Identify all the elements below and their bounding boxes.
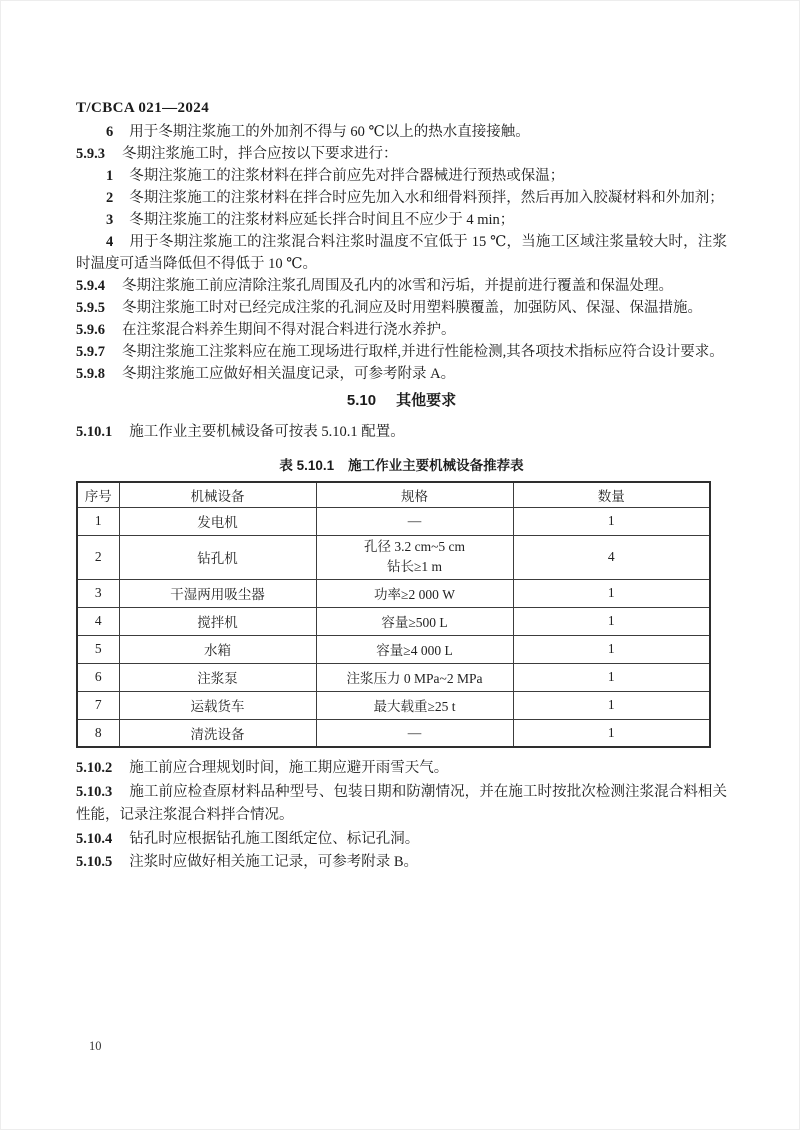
equipment-cell: 发电机 [119, 507, 316, 535]
clause-number: 5.9.4 [76, 278, 105, 294]
spec-line: 钻长≥1 m [386, 559, 443, 574]
equipment-cell: 干湿两用吸尘器 [119, 579, 316, 607]
clause-5-9-5 [76, 297, 727, 319]
table-row [77, 719, 710, 747]
spec-line: 孔径 3.2 cm~5 cm [363, 539, 466, 554]
row-number-cell: 3 [77, 579, 119, 607]
clause-list-top [76, 121, 727, 385]
spec-cell: — [316, 719, 513, 747]
quantity-cell: 1 [513, 607, 710, 635]
clause-5-9-6 [76, 319, 727, 341]
clause-2 [76, 187, 727, 209]
row-number-cell: 4 [77, 607, 119, 635]
clause-text: 冬期注浆施工时，拌合应按以下要求进行： [122, 146, 398, 162]
clause-text: 钻孔时应根据钻孔施工图纸定位、标记孔洞。 [129, 830, 420, 847]
table-row [77, 507, 710, 535]
row-number-cell: 1 [77, 507, 119, 535]
clause-1 [76, 165, 727, 187]
clause-text: 冬期注浆施工前应清除注浆孔周围及孔内的冰雪和污垢，并提前进行覆盖和保温处理。 [122, 278, 673, 294]
row-number-cell: 2 [77, 535, 119, 579]
quantity-cell: 4 [513, 535, 710, 579]
table-row [77, 607, 710, 635]
clause-5-9-4 [76, 275, 727, 297]
spec-cell: 容量≥4 000 L [316, 635, 513, 663]
clause-6 [76, 121, 727, 143]
clause-5-10-3 [76, 781, 727, 828]
table-row [77, 535, 710, 579]
column-header: 规格 [316, 482, 513, 507]
table-row [77, 579, 710, 607]
clause-text: 在注浆混合料养生期间不得对混合料进行浇水养护。 [122, 322, 456, 338]
clause-5-9-8 [76, 363, 727, 385]
clause-text: 施工前应检查原材料品种型号、包装日期和防潮情况，并在施工时按批次检测注浆混合料相关性能，记录注浆混合料拌合情况。 [76, 783, 727, 823]
equipment-cell: 搅拌机 [119, 607, 316, 635]
clause-number: 5.10.3 [76, 783, 113, 800]
clause-text: 注浆时应做好相关施工记录，可参考附录 B。 [129, 854, 419, 870]
equipment-cell: 注浆泵 [119, 663, 316, 691]
clause-number: 6 [106, 124, 114, 140]
page-content [76, 121, 727, 875]
clause-text: 施工作业主要机械设备可按表 5.10.1 配置。 [129, 424, 405, 440]
table-header-row [77, 482, 710, 507]
spec-cell: 功率≥2 000 W [316, 579, 513, 607]
equipment-cell: 清洗设备 [119, 719, 316, 747]
section-heading [76, 390, 727, 412]
table-row [77, 635, 710, 663]
clause-number: 5.10.2 [76, 760, 113, 776]
equipment-cell: 运载货车 [119, 691, 316, 719]
column-header: 序号 [77, 482, 119, 507]
column-header: 机械设备 [119, 482, 316, 507]
clause-text: 冬期注浆施工应做好相关温度记录，可参考附录 A。 [122, 366, 456, 382]
clause-number: 5.9.7 [76, 344, 105, 360]
column-header: 数量 [513, 482, 710, 507]
clause-5-9-7 [76, 341, 727, 363]
spec-cell [316, 535, 513, 579]
clause-text: 施工前应合理规划时间，施工期应避开雨雪天气。 [129, 760, 449, 776]
clause-number: 5.9.5 [76, 300, 105, 316]
clause-number: 5.10.5 [76, 854, 113, 870]
quantity-cell: 1 [513, 663, 710, 691]
spec-cell: 最大载重≥25 t [316, 691, 513, 719]
equipment-table [76, 481, 711, 748]
row-number-cell: 5 [77, 635, 119, 663]
table-caption [76, 456, 727, 475]
clause-5-10-4 [76, 828, 727, 852]
row-number-cell: 6 [77, 663, 119, 691]
row-number-cell: 8 [77, 719, 119, 747]
clause-number: 4 [106, 234, 114, 250]
clause-text: 冬期注浆施工的注浆材料应延长拌合时间且不应少于 4 min； [129, 212, 515, 228]
clause-number: 5.10.1 [76, 424, 113, 440]
spec-cell: — [316, 507, 513, 535]
clause-text: 用于冬期注浆施工的注浆混合料注浆时温度不宜低于 15 ℃，当施工区域注浆量较大时，注浆时温度可适当降低但不得低于 10 ℃。 [76, 234, 727, 272]
equipment-cell: 钻孔机 [119, 535, 316, 579]
clause-number: 5.9.6 [76, 322, 105, 338]
quantity-cell: 1 [513, 579, 710, 607]
spec-cell: 容量≥500 L [316, 607, 513, 635]
quantity-cell: 1 [513, 691, 710, 719]
clause-number: 3 [106, 212, 114, 228]
clause-text: 冬期注浆施工的注浆材料在拌合时应先加入水和细骨料预拌，然后再加入胶凝材料和外加剂； [129, 190, 724, 206]
clause-5-9-3 [76, 143, 727, 165]
page-number: 10 [89, 1039, 102, 1053]
clause-3 [76, 209, 727, 231]
clause-number: 5.9.8 [76, 366, 105, 382]
clause-list-bottom [76, 757, 727, 875]
table-caption-title: 施工作业主要机械设备推荐表 [348, 458, 524, 473]
table-row [77, 663, 710, 691]
quantity-cell: 1 [513, 635, 710, 663]
clause-text: 用于冬期注浆施工的外加剂不得与 60 ℃以上的热水直接接触。 [129, 124, 530, 140]
clause-number: 1 [106, 168, 114, 184]
spec-cell: 注浆压力 0 MPa~2 MPa [316, 663, 513, 691]
quantity-cell: 1 [513, 719, 710, 747]
clause-5-10-5 [76, 851, 727, 875]
table-caption-label: 表 5.10.1 [279, 458, 335, 473]
quantity-cell: 1 [513, 507, 710, 535]
equipment-cell: 水箱 [119, 635, 316, 663]
section-number: 5.10 [346, 392, 377, 409]
section-title: 其他要求 [396, 392, 457, 409]
clause-4 [76, 231, 727, 275]
clause-text: 冬期注浆施工注浆料应在施工现场进行取样,并进行性能检测,其各项技术指标应符合设计要求。 [122, 344, 724, 360]
clause-text: 冬期注浆施工时对已经完成注浆的孔洞应及时用塑料膜覆盖，加强防风、保湿、保温措施。 [122, 300, 702, 316]
standard-code-header: T/CBCA 021—2024 [76, 100, 210, 116]
clause-text: 冬期注浆施工的注浆材料在拌合前应先对拌合器械进行预热或保温； [129, 168, 565, 184]
clause-number: 2 [106, 190, 114, 206]
clause-number: 5.10.4 [76, 830, 113, 847]
clause-number: 5.9.3 [76, 146, 105, 162]
clause-5-10-1 [76, 421, 727, 443]
table-row [77, 691, 710, 719]
clause-5-10-2 [76, 757, 727, 781]
row-number-cell: 7 [77, 691, 119, 719]
